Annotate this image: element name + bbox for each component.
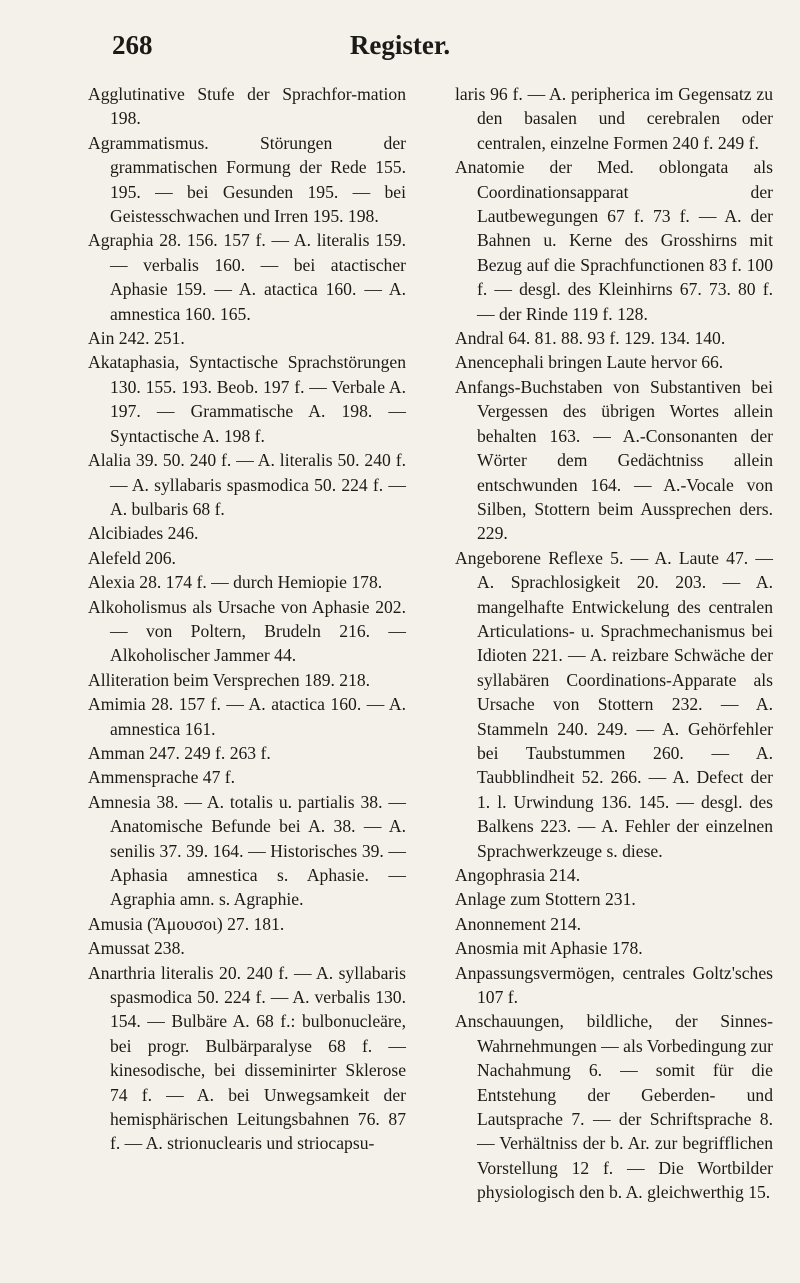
index-entry: Anfangs-Buchstaben von Substantiven bei Vergessen des übrigen Wortes allein behalten 163. — A.-Consonanten der Wörter dem Gedächtniss allein entschwunden 164. — A.-Vocale von Silben, Stottern beim Aussprechen ders. 229. <box>455 376 773 544</box>
index-entry: Alkoholismus als Ursache von Aphasie 202. — von Poltern, Brudeln 216. — Alkoholischer Jammer 44. <box>88 596 406 666</box>
index-entry: Akataphasia, Syntactische Sprachstörungen 130. 155. 193. Beob. 197 f. — Verbale A. 197. — Grammatische A. 198. — Syntactische A. 198 f. <box>88 352 406 446</box>
index-entry: Anlage zum Stottern 231. <box>455 889 636 910</box>
index-entry: Anpassungsvermögen, centrales Goltz'sches 107 f. <box>455 962 773 1008</box>
page-title: Register. <box>349 30 451 60</box>
index-entry: Anatomie der Med. oblongata als Coordinationsapparat der Lautbewegungen 67 f. 73 f. — A. der Bahnen u. Kerne des Grosshirns mit Bezug auf die Sprachfunctionen 83 f. 100 f. — desgl. des Kleinhirns 67. 73. 80 f. — der Rinde 119 f. 128. <box>455 157 773 324</box>
index-entry: Ammensprache 47 f. <box>88 767 236 788</box>
index-entry: Anarthria literalis 20. 240 f. — A. syllabaris spasmodica 50. 224 f. — A. verbalis 130. 154. — Bulbäre A. 68 f.: bulbonucleäre, bei progr. Bulbärparalyse 68 f. — kinesodische, bei disseminirter Sklerose 74 f. — A. bei Unwegsamkeit der hemisphärischen Leitungsbahnen 76. 87 f. — A. strionuclearis und striocapsu- <box>88 962 406 1154</box>
index-entry: Agglutinative Stufe der Sprachfor-mation 198. <box>88 84 406 129</box>
index-entry: Ain 242. 251. <box>88 328 185 349</box>
index-entry: Alefeld 206. <box>88 547 176 568</box>
index-entry: Amimia 28. 157 f. — A. atactica 160. — A. amnestica 161. <box>88 694 406 739</box>
page-header <box>112 30 688 80</box>
index-entry: Agrammatismus. Störungen der grammatischen Formung der Rede 155. 195. — bei Gesunden 195. — bei Geistesschwachen und Irren 195. 198. <box>88 132 406 227</box>
index-entry: Anosmia mit Aphasie 178. <box>455 938 643 959</box>
index-entry: Angeborene Reflexe 5. — A. Laute 47. — A. Sprachlosigkeit 20. 203. — A. mangelhafte Entwickelung des centralen Articulations- u. Sprachmechanismus bei Idioten 221. — A. reizbare Schwäche der syllabären Coordinations-Apparate als Ursache von Stottern 232. — A. Stammeln 240. 249. — A. Gehörfehler bei Taubstummen 260. — A. Taubblindheit 52. 266. — A. Defect der 1. l. Urwindung 136. 145. — desgl. des Balkens 223. — A. Fehler der einzelnen Sprachwerkzeuge s. diese. <box>455 547 773 861</box>
index-entry: Alalia 39. 50. 240 f. — A. literalis 50. 240 f. — A. syllabaris spasmodica 50. 224 f. — A. bulbaris 68 f. <box>88 450 406 519</box>
index-entry-continued: laris 96 f. — A. peripherica im Gegensatz zu den basalen und cerebralen oder centralen, einzelne Formen 240 f. 249 f. <box>455 84 773 153</box>
right-column <box>455 82 773 1205</box>
index-entry: Alliteration beim Versprechen 189. 218. <box>88 669 371 690</box>
index-entry: Anencephali bringen Laute hervor 66. <box>455 352 724 373</box>
index-entry: Alexia 28. 174 f. — durch Hemiopie 178. <box>88 572 383 593</box>
index-entry: Anschauungen, bildliche, der Sinnes-Wahrnehmungen — als Vorbedingung zur Nachahmung 6. — somit für die Entstehung der Geberden- und Lautsprache 7. — der Schriftsprache 8. — Verhältniss der b. Ar. zur begrifflichen Vorstellung 12 f. — Die Wortbilder physiologisch den b. A. gleichwerthig 15. <box>455 1011 773 1203</box>
index-entry: Angophrasia 214. <box>455 865 581 885</box>
index-entry: Alcibiades 246. <box>88 523 199 544</box>
index-entry: Anonnement 214. <box>455 913 582 934</box>
left-column <box>88 82 406 1156</box>
index-entry: Agraphia 28. 156. 157 f. — A. literalis 159. — verbalis 160. — bei atactischer Aphasie 159. — A. atactica 160. — A. amnestica 160. 165. <box>88 230 406 324</box>
index-entry: Andral 64. 81. 88. 93 f. 129. 134. 140. <box>455 328 726 349</box>
index-entry: Amnesia 38. — A. totalis u. partialis 38. — Anatomische Befunde bei A. 38. — A. senilis 37. 39. 164. — Historisches 39. — Aphasia amnestica s. Aphasie. — Agraphia amn. s. Agraphie. <box>88 791 406 910</box>
index-entry: Amussat 238. <box>88 938 185 959</box>
index-entry: Amman 247. 249 f. 263 f. <box>88 742 271 763</box>
page-number: 268 <box>112 30 153 60</box>
index-entry: Amusia (Ἄμουσοι) 27. 181. <box>88 913 285 934</box>
